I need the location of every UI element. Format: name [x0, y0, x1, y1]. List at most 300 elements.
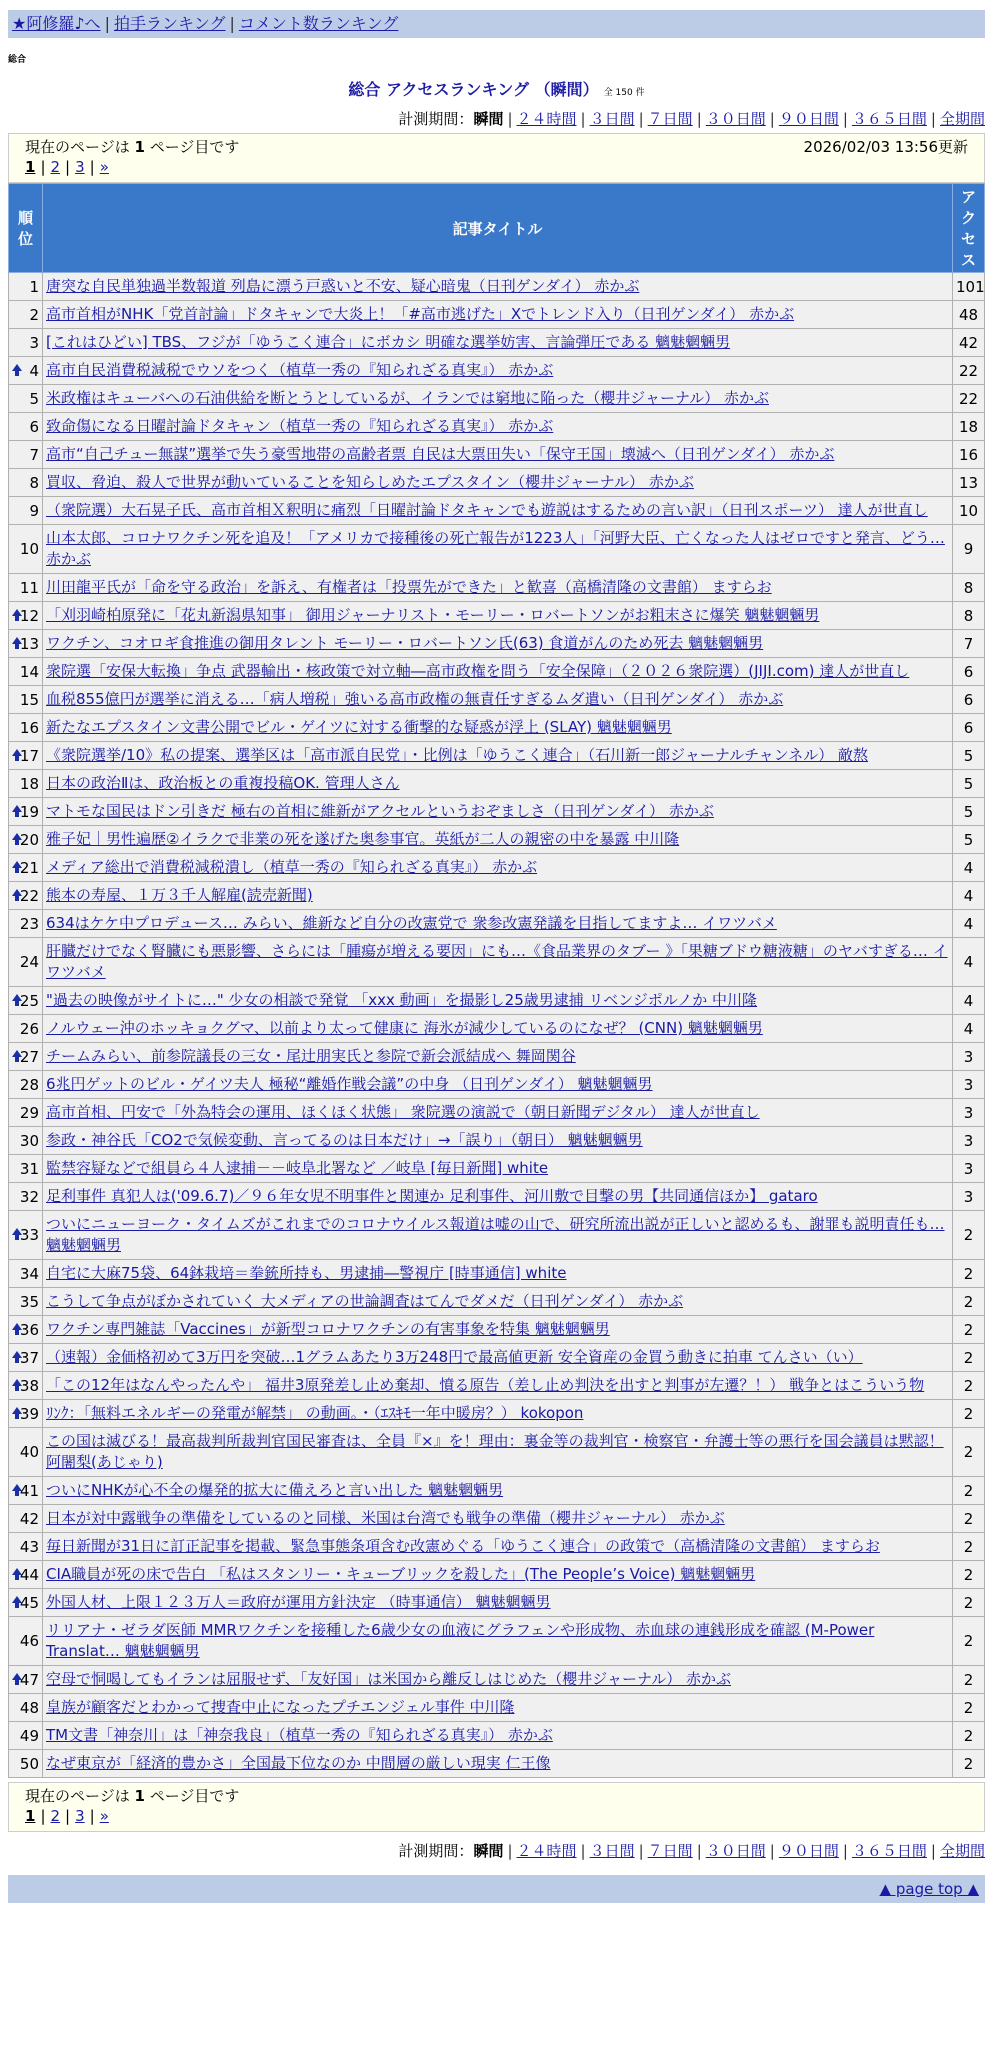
rank-up-arrow-icon: [12, 805, 22, 812]
rank-up-arrow-icon: [12, 1351, 22, 1358]
title-cell: [43, 1344, 953, 1372]
article-link[interactable]: この国は滅びる！最高裁判所裁判官国民審査は、全員『×』を！理由：裏金等の裁判官・検察官・弁護士等の悪行を国会議員は黙認！ 阿闍梨(あじゃり): [46, 1432, 944, 1471]
table-row: [9, 1260, 985, 1288]
rank-number: 23: [19, 914, 39, 933]
rank-up-arrow-icon: [12, 1323, 22, 1330]
rank-number: 7: [29, 445, 39, 464]
article-link[interactable]: 足利事件 真犯人は('09.6.7)／９６年女児不明事件と関連か 足利事件、河川敷で目撃の男【共同通信ほか】 gataro: [46, 1187, 818, 1205]
page-separator: |: [89, 158, 95, 176]
article-link[interactable]: ついにニューヨーク・タイムズがこれまでのコロナウイルス報道は嘘の山で、研究所流出説が正しいと認めるも、謝罪も説明責任も… 魑魅魍魎男: [46, 1215, 945, 1254]
article-link[interactable]: なぜ東京が「経済的豊かさ」全国最下位なのか 中間層の厳しい現実 仁王像: [46, 1754, 551, 1772]
title-cell: [43, 301, 953, 329]
title-cell: [43, 1288, 953, 1316]
rank-number: 48: [19, 1698, 39, 1717]
rank-cell: [9, 574, 43, 602]
rank-number: 10: [19, 540, 39, 558]
table-row: [9, 602, 985, 630]
total-count: 全 150 件: [603, 88, 645, 98]
access-count: 2: [953, 1617, 985, 1666]
article-link[interactable]: 高市自民消費税減税でウソをつく（植草一秀の『知られざる真実』） 赤かぶ: [46, 361, 554, 379]
title-cell: [43, 714, 953, 742]
article-link[interactable]: 熊本の寿屋、１万３千人解雇(読売新聞): [46, 886, 313, 904]
article-link[interactable]: メディア総出で消費税減税潰し（植草一秀の『知られざる真実』） 赤かぶ: [46, 858, 538, 876]
title-cell: [43, 742, 953, 770]
rank-cell: [9, 882, 43, 910]
table-row: [9, 742, 985, 770]
article-link[interactable]: チームみらい、前参院議長の三女・尾辻朋実氏と参院で新会派結成へ 舞岡関谷: [46, 1047, 576, 1065]
access-count: 2: [953, 1316, 985, 1344]
access-count: 4: [953, 854, 985, 882]
access-count: 5: [953, 770, 985, 798]
page-status: 現在のページは 1 ページ目です: [25, 138, 240, 156]
article-link[interactable]: 川田龍平氏が「命を守る政治」を訴え、有権者は「投票先ができた」と歓喜（高橋清隆の文書館） ますらお: [46, 578, 772, 596]
comment-ranking-link[interactable]: コメント数ランキング: [238, 14, 399, 33]
title-cell: [43, 630, 953, 658]
table-row: [9, 938, 985, 987]
rank-up-arrow-icon: [12, 1379, 22, 1386]
rank-number: 41: [19, 1481, 39, 1500]
clap-ranking-link[interactable]: 拍手ランキング: [113, 14, 226, 33]
rank-number: 39: [19, 1404, 39, 1423]
article-link[interactable]: 日本が対中露戦争の準備をしているのと同様、米国は台湾でも戦争の準備（櫻井ジャーナル） 赤かぶ: [46, 1509, 725, 1527]
title-cell: [43, 1589, 953, 1617]
page-title: 総合 アクセスランキング （瞬間）: [348, 80, 599, 99]
access-count: 9: [953, 525, 985, 574]
page-link[interactable]: 3: [75, 158, 85, 176]
access-count: 4: [953, 938, 985, 987]
period-links: [503, 110, 985, 128]
period-link[interactable]: ３０日間: [705, 1842, 766, 1860]
rank-number: 1: [29, 277, 39, 296]
article-link[interactable]: 空母で恫喝してもイランは屈服せず、「友好国」は米国から離反しはじめた（櫻井ジャーナル） 赤かぶ: [46, 1670, 732, 1688]
table-row: [9, 910, 985, 938]
rank-cell: [9, 1750, 43, 1778]
article-link[interactable]: 毎日新聞が31日に訂正記事を掲載、緊急事態条項含む改憲めぐる「ゆうこく連合」の政策で（高橋清隆の文書館） ますらお: [46, 1537, 880, 1555]
period-separator: |: [580, 1842, 586, 1860]
rank-cell: [9, 1099, 43, 1127]
rank-cell: [9, 273, 43, 301]
period-link[interactable]: ７日間: [647, 110, 693, 128]
footer-bar: [8, 1875, 985, 1903]
article-link[interactable]: 634はケケ中プロデュース… みらい、維新など自分の改憲党で 衆参改憲発議を目指してますよ… イワツバメ: [46, 914, 777, 932]
article-link[interactable]: 外国人材、上限１２３万人＝政府が運用方針決定 （時事通信） 魑魅魍魎男: [46, 1593, 551, 1611]
title-cell: [43, 1071, 953, 1099]
table-row: [9, 882, 985, 910]
rank-cell: [9, 1505, 43, 1533]
page-separator: |: [65, 1807, 71, 1825]
rank-cell: [9, 1288, 43, 1316]
access-count: 5: [953, 826, 985, 854]
nav-separator: |: [104, 14, 110, 33]
rank-up-arrow-icon: [12, 861, 22, 868]
rank-cell: [9, 1372, 43, 1400]
rank-number: 30: [19, 1131, 39, 1150]
period-link[interactable]: 全期間: [939, 110, 985, 128]
access-count: 4: [953, 987, 985, 1015]
access-count: 2: [953, 1400, 985, 1428]
rank-cell: [9, 1043, 43, 1071]
title-cell: [43, 1750, 953, 1778]
table-row: [9, 497, 985, 525]
rank-number: 40: [19, 1443, 39, 1461]
table-row: [9, 1589, 985, 1617]
title-cell: [43, 329, 953, 357]
page-separator: |: [65, 158, 71, 176]
access-count: 2: [953, 1533, 985, 1561]
article-link[interactable]: 高市首相、円安で「外為特会の運用、ほくほく状態」 衆院選の演説で（朝日新聞デジタル） 達人が世直し: [46, 1103, 760, 1121]
rank-cell: [9, 357, 43, 385]
rank-up-arrow-icon: [12, 889, 22, 896]
period-label: 計測期間：: [398, 110, 474, 128]
title-cell: [43, 826, 953, 854]
table-row: [9, 714, 985, 742]
rank-cell: [9, 658, 43, 686]
rank-up-arrow-icon: [12, 1407, 22, 1414]
access-header: アクセス: [953, 184, 985, 273]
page-link[interactable]: 3: [75, 1807, 85, 1825]
article-link[interactable]: 新たなエプスタイン文書公開でビル・ゲイツに対する衝撃的な疑惑が浮上 (SLAY) 魑魅魍魎男: [46, 718, 672, 736]
rank-cell: [9, 1071, 43, 1099]
rank-cell: [9, 525, 43, 574]
access-count: 3: [953, 1099, 985, 1127]
access-count: 8: [953, 574, 985, 602]
table-row: [9, 1505, 985, 1533]
period-link[interactable]: ７日間: [647, 1842, 693, 1860]
rank-number: 46: [19, 1632, 39, 1650]
rank-cell: [9, 1344, 43, 1372]
access-count: 10: [953, 497, 985, 525]
period-separator: |: [842, 110, 848, 128]
article-link[interactable]: ワクチン、コオロギ食推進の御用タレント モーリー・ロバートソン氏(63) 食道がんのため死去 魑魅魍魎男: [46, 634, 764, 652]
access-count: 2: [953, 1505, 985, 1533]
rank-number: 4: [29, 361, 39, 380]
rank-number: 5: [29, 389, 39, 408]
article-link[interactable]: CIA職員が死の床で告白 「私はスタンリー・キューブリックを殺した」(The People’s Voice) 魑魅魍魎男: [46, 1565, 756, 1583]
period-selector-bottom: [8, 1840, 985, 1861]
updated-timestamp: 2026/02/03 13:56更新: [803, 138, 968, 156]
access-count: 2: [953, 1722, 985, 1750]
rank-number: 49: [19, 1726, 39, 1745]
article-link[interactable]: こうして争点がぼかされていく 大メディアの世論調査はてんでダメだ（日刊ゲンダイ） 赤かぶ: [46, 1292, 684, 1310]
rank-cell: [9, 1533, 43, 1561]
access-count: 2: [953, 1372, 985, 1400]
period-link[interactable]: ３日間: [589, 1842, 635, 1860]
article-link[interactable]: 唐突な自民単独過半数報道 列島に漂う戸惑いと不安、疑心暗鬼（日刊ゲンダイ） 赤かぶ: [46, 277, 640, 295]
rank-number: 25: [19, 991, 39, 1010]
title-cell: [43, 1183, 953, 1211]
title-cell: [43, 385, 953, 413]
period-separator: |: [638, 1842, 644, 1860]
title-cell: [43, 882, 953, 910]
title-cell: [43, 1694, 953, 1722]
title-cell: [43, 1127, 953, 1155]
rank-cell: [9, 1561, 43, 1589]
period-separator: |: [769, 1842, 775, 1860]
rank-up-arrow-icon: [12, 637, 22, 644]
rank-number: 14: [19, 662, 39, 681]
access-count: 2: [953, 1260, 985, 1288]
rank-number: 34: [19, 1264, 39, 1283]
article-link[interactable]: 「刈羽崎柏原発に「花丸新潟県知事」 御用ジャーナリスト・モーリー・ロバートソンがお粗末さに爆笑 魑魅魍魎男: [46, 606, 820, 624]
rank-cell: [9, 910, 43, 938]
period-link[interactable]: ２４時間: [516, 1842, 577, 1860]
period-separator: |: [507, 110, 513, 128]
rank-number: 9: [29, 501, 39, 520]
title-header: 記事タイトル: [43, 184, 953, 273]
article-link[interactable]: 皇族が顧客だとわかって捜査中止になったプチエンジェル事件 中川隆: [46, 1698, 515, 1716]
article-link[interactable]: ノルウェー沖のホッキョクグマ、以前より太って健康に 海氷が減少しているのになぜ？ (CNN) 魑魅魍魎男: [46, 1019, 763, 1037]
article-link[interactable]: ﾘﾝｸ：「無料エネルギーの発電が解禁」 の動画。・（ｴｽｷﾓ一年中暖房？） kokopon: [46, 1404, 584, 1422]
rank-cell: [9, 742, 43, 770]
rank-up-arrow-icon: [12, 1228, 22, 1235]
article-link[interactable]: TM文書「神奈川」は「神奈我良」（植草一秀の『知られざる真実』） 赤かぶ: [46, 1726, 553, 1744]
article-link[interactable]: "過去の映像がサイトに…" 少女の相談で発覚 「xxx 動画」を撮影し25歳男逮捕 リベンジポルノか 中川隆: [46, 991, 758, 1009]
rank-number: 35: [19, 1292, 39, 1311]
table-row: [9, 658, 985, 686]
article-link[interactable]: 「この12年はなんやったんや」 福井3原発差し止め棄却、憤る原告（差し止め判決を出すと判事が左遷？！） 戦争とはこういう物: [46, 1376, 925, 1394]
title-cell: [43, 1722, 953, 1750]
category-label: 総合: [8, 55, 27, 65]
title-cell: [43, 357, 953, 385]
period-link[interactable]: ９０日間: [778, 1842, 839, 1860]
period-links: [503, 1842, 985, 1860]
rank-number: 2: [29, 305, 39, 324]
article-link[interactable]: [これはひどい] TBS、フジが「ゆうこく連合」にボカシ 明確な選挙妨害、言論弾圧である 魑魅魍魎男: [46, 333, 731, 351]
page-separator: |: [40, 1807, 46, 1825]
access-count: 18: [953, 413, 985, 441]
title-cell: [43, 1400, 953, 1428]
access-count: 42: [953, 329, 985, 357]
page-links: [25, 158, 968, 180]
table-row: [9, 1316, 985, 1344]
access-count: 2: [953, 1211, 985, 1260]
access-count: 16: [953, 441, 985, 469]
rank-cell: [9, 301, 43, 329]
table-row: [9, 1666, 985, 1694]
article-link[interactable]: ついにNHKが心不全の爆発的拡大に備えろと言い出した 魑魅魍魎男: [46, 1481, 504, 1499]
rank-number: 19: [19, 802, 39, 821]
rank-cell: [9, 987, 43, 1015]
article-link[interactable]: 《衆院選挙/10》私の提案、選挙区は「高市派自民党」・比例は「ゆうこく連合」（石川新一郎ジャーナルチャンネル） 敵熬: [46, 746, 868, 764]
rank-cell: [9, 826, 43, 854]
period-link[interactable]: ３０日間: [705, 110, 766, 128]
rank-cell: [9, 1015, 43, 1043]
article-link[interactable]: 高市首相がNHK「党首討論」ドタキャンで大炎上！「#高市逃げた」Xでトレンド入り（日刊ゲンダイ） 赤かぶ: [46, 305, 795, 323]
table-row: [9, 525, 985, 574]
access-count: 22: [953, 357, 985, 385]
access-count: 8: [953, 602, 985, 630]
period-link[interactable]: ３日間: [589, 110, 635, 128]
period-separator: |: [696, 1842, 702, 1860]
article-link[interactable]: 米政権はキューバへの石油供給を断とうとしているが、イランでは窮地に陥った（櫻井ジャーナル） 赤かぶ: [46, 389, 769, 407]
page-top-link[interactable]: ▲ page top ▲: [879, 1880, 979, 1898]
access-count: 7: [953, 630, 985, 658]
title-cell: [43, 686, 953, 714]
access-count: 2: [953, 1428, 985, 1477]
period-link[interactable]: ２４時間: [516, 110, 577, 128]
rank-up-arrow-icon: [12, 1568, 22, 1575]
period-link[interactable]: ３６５日間: [851, 110, 927, 128]
top-nav-bar: [8, 10, 985, 38]
rank-cell: [9, 602, 43, 630]
rank-cell: [9, 1666, 43, 1694]
table-row: [9, 1694, 985, 1722]
rank-cell: [9, 630, 43, 658]
rank-number: 31: [19, 1159, 39, 1178]
article-link[interactable]: 致命傷になる日曜討論ドタキャン（植草一秀の『知られざる真実』） 赤かぶ: [46, 417, 554, 435]
table-row: [9, 1750, 985, 1778]
article-link[interactable]: 雅子妃｜男性遍歴②イラクで非業の死を遂げた奥参事官。英紙が二人の親密の中を暴露 中川隆: [46, 830, 680, 848]
table-row: [9, 1071, 985, 1099]
access-count: 5: [953, 798, 985, 826]
table-row: [9, 1043, 985, 1071]
rank-cell: [9, 1127, 43, 1155]
page-link[interactable]: 2: [50, 1807, 61, 1825]
period-separator: |: [930, 110, 936, 128]
rank-number: 42: [19, 1509, 39, 1528]
rank-number: 11: [19, 578, 39, 597]
title-cell: [43, 441, 953, 469]
rank-cell: [9, 329, 43, 357]
article-link[interactable]: 血税855億円が選挙に消える…「病人増税」強いる高市政権の無責任すぎるムダ遣い（日刊ゲンダイ） 赤かぶ: [46, 690, 784, 708]
table-row: [9, 770, 985, 798]
rank-number: 45: [19, 1593, 39, 1612]
article-link[interactable]: 6兆円ゲットのビル・ゲイツ夫人 極秘“離婚作戦会議”の中身 （日刊ゲンダイ） 魑魅魍魎男: [46, 1075, 653, 1093]
page-current: 1: [25, 1807, 36, 1825]
rank-cell: [9, 1260, 43, 1288]
article-link[interactable]: （衆院選）大石晃子氏、高市首相Ｘ釈明に痛烈「日曜討論ドタキャンでも遊説はするための言い訳」（日刊スポーツ） 達人が世直し: [46, 501, 928, 519]
access-count: 13: [953, 469, 985, 497]
article-link[interactable]: 高市“自己チュー無謀”選挙で失う豪雪地帯の高齢者票 自民は大票田失い「保守王国」壊滅へ（日刊ゲンダイ） 赤かぶ: [46, 445, 835, 463]
rank-cell: [9, 385, 43, 413]
article-link[interactable]: 山本太郎、コロナワクチン死を追及！「アメリカで接種後の死亡報告が1223人」「河野大臣、亡くなった人はゼロですと発言、どう… 赤かぶ: [46, 529, 945, 568]
rank-number: 24: [19, 953, 39, 971]
rank-number: 33: [19, 1226, 39, 1244]
rank-up-arrow-icon: [12, 1050, 22, 1057]
access-count: 3: [953, 1155, 985, 1183]
access-count: 2: [953, 1750, 985, 1778]
rank-number: 3: [29, 333, 39, 352]
table-row: [9, 1561, 985, 1589]
table-row: [9, 301, 985, 329]
access-count: 6: [953, 714, 985, 742]
title-cell: [43, 574, 953, 602]
rank-number: 44: [19, 1565, 39, 1584]
table-row: [9, 1477, 985, 1505]
rank-up-arrow-icon: [12, 994, 22, 1001]
article-link[interactable]: 監禁容疑などで組員ら４人逮捕－－岐阜北署など ／岐阜 [毎日新聞] white: [46, 1159, 549, 1177]
title-cell: [43, 469, 953, 497]
rank-up-arrow-icon: [12, 1484, 22, 1491]
access-count: 3: [953, 1183, 985, 1211]
rank-number: 20: [19, 830, 39, 849]
rank-cell: [9, 497, 43, 525]
table-row: [9, 1211, 985, 1260]
article-link[interactable]: マトモな国民はドン引きだ 極右の首相に維新がアクセルというおぞましさ（日刊ゲンダイ） 赤かぶ: [46, 802, 714, 820]
rank-up-arrow-icon: [12, 1596, 22, 1603]
period-selector-top: [8, 108, 985, 129]
title-cell: [43, 1099, 953, 1127]
access-count: 2: [953, 1561, 985, 1589]
table-row: [9, 1155, 985, 1183]
title-cell: [43, 1666, 953, 1694]
rank-cell: [9, 1617, 43, 1666]
table-row: [9, 1099, 985, 1127]
access-count: 2: [953, 1589, 985, 1617]
rank-number: 27: [19, 1047, 39, 1066]
period-separator: |: [842, 1842, 848, 1860]
page-status: 現在のページは 1 ページ目です: [25, 1787, 240, 1805]
title-cell: [43, 602, 953, 630]
article-link[interactable]: リリアナ・ゼラダ医師 MMRワクチンを接種した6歳少女の血液にグラフェンや形成物、赤血球の連銭形成を確認 (M-Power Translat… 魑魅魍魎男: [46, 1621, 875, 1660]
article-link[interactable]: 自宅に大麻75袋、64鉢栽培＝拳銃所持も、男逮捕―警視庁 [時事通信] white: [46, 1264, 567, 1282]
next-page-link[interactable]: »: [99, 158, 109, 176]
article-link[interactable]: ワクチン専門雑誌「Vaccines」が新型コロナワクチンの有害事象を特集 魑魅魍魎男: [46, 1320, 610, 1338]
access-count: 6: [953, 686, 985, 714]
title-cell: [43, 658, 953, 686]
article-link[interactable]: 肝臓だけでなく腎臓にも悪影響、さらには「腫瘍が増える要因」にも…《食品業界のタブー 》「果糖ブドウ糖液糖」のヤバすぎる… イワツバメ: [46, 942, 948, 981]
article-link[interactable]: 参政・神谷氏「CO2で気候変動、言ってるのは日本だけ」→「誤り」（朝日） 魑魅魍魎男: [46, 1131, 643, 1149]
pager-bottom: [8, 1782, 985, 1832]
title-cell: [43, 987, 953, 1015]
access-count: 2: [953, 1344, 985, 1372]
table-row: [9, 1183, 985, 1211]
rank-up-arrow-icon: [12, 609, 22, 616]
period-separator: |: [507, 1842, 513, 1860]
rank-cell: [9, 1155, 43, 1183]
access-count: 6: [953, 658, 985, 686]
pager-top: [8, 133, 985, 183]
article-link[interactable]: （速報）金価格初めて3万円を突破…1グラムあたり3万248円で最高値更新 安全資産の金買う動きに拍車 てんさい（い）: [46, 1348, 863, 1366]
page-separator: |: [89, 1807, 95, 1825]
article-link[interactable]: 日本の政治Ⅱは、政治板との重複投稿OK. 管理人さん: [46, 774, 400, 792]
article-link[interactable]: 買収、脅迫、殺人で世界が動いていることを知らしめたエプスタイン（櫻井ジャーナル） 赤かぶ: [46, 473, 694, 491]
next-page-link[interactable]: »: [99, 1807, 109, 1825]
period-separator: |: [580, 110, 586, 128]
period-link[interactable]: ９０日間: [778, 110, 839, 128]
table-row: [9, 1428, 985, 1477]
title-cell: [43, 1477, 953, 1505]
rank-up-arrow-icon: [12, 749, 22, 756]
period-separator: |: [769, 110, 775, 128]
title-cell: [43, 413, 953, 441]
period-link[interactable]: 全期間: [939, 1842, 985, 1860]
page-link[interactable]: 2: [50, 158, 61, 176]
rank-cell: [9, 1183, 43, 1211]
home-link[interactable]: ★阿修羅♪へ: [12, 14, 101, 33]
title-cell: [43, 798, 953, 826]
rank-up-arrow-icon: [12, 364, 22, 371]
article-link[interactable]: 衆院選「安保大転換」争点 武器輸出・核政策で対立軸―高市政権を問う「安全保障」（２０２６衆院選）(JIJI.com) 達人が世直し: [46, 662, 910, 680]
period-separator: |: [930, 1842, 936, 1860]
table-row: [9, 385, 985, 413]
table-row: [9, 441, 985, 469]
period-separator: |: [638, 110, 644, 128]
table-row: [9, 854, 985, 882]
period-link[interactable]: ３６５日間: [851, 1842, 927, 1860]
rank-number: 15: [19, 690, 39, 709]
table-row: [9, 273, 985, 301]
table-row: [9, 1344, 985, 1372]
table-row: [9, 357, 985, 385]
rank-cell: [9, 1694, 43, 1722]
access-count: 3: [953, 1127, 985, 1155]
rank-number: 47: [19, 1670, 39, 1689]
table-row: [9, 1533, 985, 1561]
table-row: [9, 1288, 985, 1316]
title-cell: [43, 1211, 953, 1260]
table-row: [9, 469, 985, 497]
